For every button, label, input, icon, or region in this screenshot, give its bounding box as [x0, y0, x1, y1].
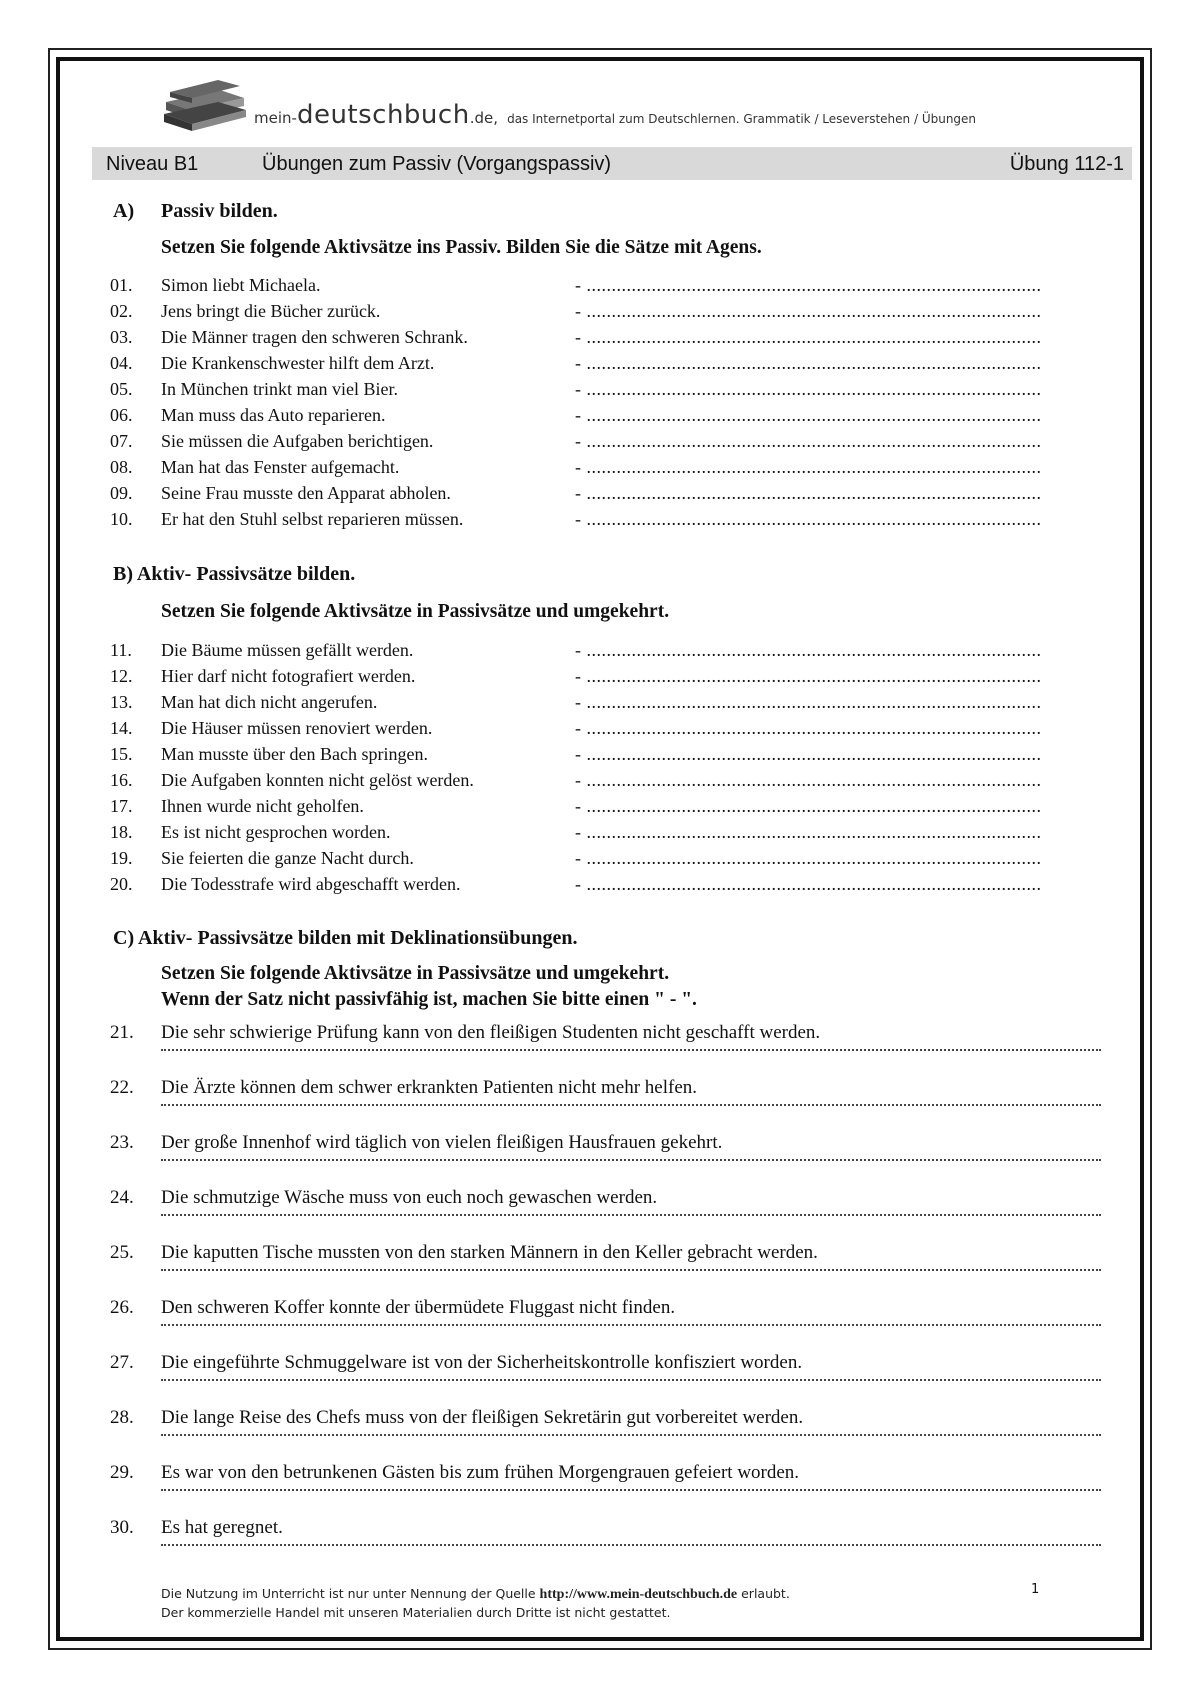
answer-line[interactable] [161, 1544, 1101, 1546]
answer-line[interactable] [161, 1049, 1101, 1051]
item-sentence: Die Aufgaben konnten nicht gelöst werden. [161, 770, 474, 790]
item-sentence: Die Ärzte können dem schwer erkrankten Patienten nicht mehr helfen. [161, 1077, 698, 1098]
item-number: 08. [110, 457, 133, 477]
item-sentence: Sie müssen die Aufgaben berichtigen. [161, 431, 434, 451]
item-number: 20. [110, 874, 133, 894]
section-c-instruction-1: Setzen Sie folgende Aktivsätze in Passivsätze und umgekehrt. [161, 963, 670, 984]
exercise-item [110, 770, 1110, 796]
item-number: 17. [110, 796, 133, 816]
answer-blank[interactable]: - ........................................................................................... [575, 796, 1042, 816]
answer-blank[interactable]: - ........................................................................................... [575, 379, 1042, 399]
item-sentence: Sie feierten die ganze Nacht durch. [161, 848, 414, 868]
answer-blank[interactable]: - ........................................................................................... [575, 874, 1042, 894]
exercise-item [110, 1352, 1110, 1407]
exercise-item [110, 1517, 1110, 1572]
exercise-item [110, 718, 1110, 744]
answer-blank[interactable]: - ........................................................................................... [575, 353, 1042, 373]
answer-blank[interactable]: - ........................................................................................... [575, 509, 1042, 529]
exercise-item [110, 431, 1110, 457]
section-b-instruction: Setzen Sie folgende Aktivsätze in Passivsätze und umgekehrt. [161, 601, 670, 622]
item-number: 03. [110, 327, 133, 347]
section-b-heading: B) Aktiv- Passivsätze bilden. [113, 563, 356, 585]
answer-blank[interactable]: - ........................................................................................... [575, 301, 1042, 321]
exercise-item [110, 666, 1110, 692]
item-sentence: Jens bringt die Bücher zurück. [161, 301, 381, 321]
page-number: 1 [1031, 1582, 1040, 1597]
exercise-item [110, 301, 1110, 327]
logo-wordmark [254, 100, 976, 130]
exercise-item [110, 1022, 1110, 1077]
footer-line-2: Der kommerzielle Handel mit unseren Materialien durch Dritte ist nicht gestattet. [161, 1605, 671, 1620]
item-number: 09. [110, 483, 133, 503]
item-number: 21. [110, 1022, 134, 1043]
item-sentence: Die Häuser müssen renoviert werden. [161, 718, 433, 738]
item-number: 10. [110, 509, 133, 529]
item-number: 24. [110, 1187, 134, 1208]
answer-blank[interactable]: - ........................................................................................... [575, 848, 1042, 868]
answer-blank[interactable]: - ........................................................................................... [575, 640, 1042, 660]
item-sentence: Seine Frau musste den Apparat abholen. [161, 483, 451, 503]
books-logo-icon [160, 76, 252, 132]
worksheet-title-bar [92, 147, 1132, 180]
exercise-item [110, 874, 1110, 900]
item-sentence: Die schmutzige Wäsche muss von euch noch gewaschen werden. [161, 1187, 658, 1208]
item-number: 30. [110, 1517, 134, 1538]
item-number: 12. [110, 666, 133, 686]
answer-blank[interactable]: - ........................................................................................... [575, 327, 1042, 347]
footer-line-1 [161, 1585, 790, 1604]
item-number: 23. [110, 1132, 134, 1153]
item-sentence: Hier darf nicht fotografiert werden. [161, 666, 416, 686]
item-sentence: Die Krankenschwester hilft dem Arzt. [161, 353, 435, 373]
item-sentence: Der große Innenhof wird täglich von vielen fleißigen Hausfrauen gekehrt. [161, 1132, 723, 1153]
answer-line[interactable] [161, 1104, 1101, 1106]
item-number: 26. [110, 1297, 134, 1318]
answer-line[interactable] [161, 1489, 1101, 1491]
exercise-item [110, 483, 1110, 509]
answer-blank[interactable]: - ........................................................................................... [575, 275, 1042, 295]
answer-blank[interactable]: - ........................................................................................... [575, 431, 1042, 451]
item-sentence: Ihnen wurde nicht geholfen. [161, 796, 364, 816]
item-number: 22. [110, 1077, 134, 1098]
answer-blank[interactable]: - ........................................................................................... [575, 483, 1042, 503]
exercise-item [110, 275, 1110, 301]
exercise-item [110, 379, 1110, 405]
item-number: 18. [110, 822, 133, 842]
footer-usage-text: Die Nutzung im Unterricht ist nur unter Nennung der Quelle [161, 1586, 540, 1601]
topic-title: Übungen zum Passiv (Vorgangspassiv) [262, 153, 612, 175]
exercise-item [110, 822, 1110, 848]
item-number: 19. [110, 848, 133, 868]
exercise-item [110, 1132, 1110, 1187]
level-label: Niveau B1 [106, 153, 199, 175]
exercise-item [110, 1187, 1110, 1242]
item-number: 01. [110, 275, 133, 295]
answer-blank[interactable]: - ........................................................................................... [575, 770, 1042, 790]
item-sentence: Die sehr schwierige Prüfung kann von den fleißigen Studenten nicht geschafft werden. [161, 1022, 821, 1043]
exercise-item [110, 405, 1110, 431]
item-number: 06. [110, 405, 133, 425]
item-sentence: Er hat den Stuhl selbst reparieren müssen. [161, 509, 464, 529]
item-number: 11. [110, 640, 132, 660]
answer-line[interactable] [161, 1324, 1101, 1326]
item-sentence: Die Todesstrafe wird abgeschafft werden. [161, 874, 461, 894]
section-a-instruction: Setzen Sie folgende Aktivsätze ins Passiv. Bilden Sie die Sätze mit Agens. [161, 237, 762, 258]
item-number: 25. [110, 1242, 134, 1263]
section-a-heading: Passiv bilden. [161, 200, 278, 222]
exercise-item [110, 457, 1110, 483]
answer-blank[interactable]: - ........................................................................................... [575, 457, 1042, 477]
item-sentence: Die lange Reise des Chefs muss von der fleißigen Sekretärin gut vorbereitet werden. [161, 1407, 804, 1428]
exercise-item [110, 509, 1110, 535]
exercise-item [110, 640, 1110, 666]
item-number: 02. [110, 301, 133, 321]
item-number: 14. [110, 718, 133, 738]
site-header [160, 76, 1120, 136]
page-footer [161, 1585, 790, 1622]
item-number: 16. [110, 770, 133, 790]
section-c-heading: C) Aktiv- Passivsätze bilden mit Deklinationsübungen. [113, 927, 578, 949]
item-sentence: Es war von den betrunkenen Gästen bis zum frühen Morgengrauen gefeiert worden. [161, 1462, 800, 1483]
exercise-item [110, 1242, 1110, 1297]
answer-line[interactable] [161, 1434, 1101, 1436]
answer-blank[interactable]: - ........................................................................................... [575, 744, 1042, 764]
answer-line[interactable] [161, 1379, 1101, 1381]
logo-suffix: .de, [469, 109, 498, 127]
item-sentence: Man hat dich nicht angerufen. [161, 692, 378, 712]
answer-line[interactable] [161, 1214, 1101, 1216]
exercise-number: Übung 112-1 [1009, 153, 1124, 175]
section-c-instruction-2: Wenn der Satz nicht passivfähig ist, machen Sie bitte einen " - ". [161, 989, 697, 1010]
answer-blank[interactable]: - ........................................................................................... [575, 822, 1042, 842]
item-number: 15. [110, 744, 133, 764]
exercise-item [110, 1462, 1110, 1517]
answer-line[interactable] [161, 1159, 1101, 1161]
exercise-item [110, 1407, 1110, 1462]
exercise-item [110, 353, 1110, 379]
logo-main: deutschbuch [296, 100, 470, 130]
item-number: 07. [110, 431, 133, 451]
item-sentence: Simon liebt Michaela. [161, 275, 321, 295]
item-number: 29. [110, 1462, 134, 1483]
answer-blank[interactable]: - ........................................................................................... [575, 692, 1042, 712]
item-sentence: Die kaputten Tische mussten von den starken Männern in den Keller gebracht werden. [161, 1242, 818, 1263]
logo-prefix: mein- [254, 109, 297, 127]
exercise-item [110, 848, 1110, 874]
item-sentence: Die Bäume müssen gefällt werden. [161, 640, 414, 660]
answer-blank[interactable]: - ........................................................................................... [575, 718, 1042, 738]
exercise-item [110, 1297, 1110, 1352]
item-sentence: Man hat das Fenster aufgemacht. [161, 457, 400, 477]
item-number: 04. [110, 353, 133, 373]
footer-usage-suffix: erlaubt. [737, 1586, 790, 1601]
item-sentence: Es ist nicht gesprochen worden. [161, 822, 391, 842]
item-sentence: Den schweren Koffer konnte der übermüdete Fluggast nicht finden. [161, 1297, 676, 1318]
site-tagline: das Internetportal zum Deutschlernen. Grammatik / Leseverstehen / Übungen [507, 112, 977, 126]
section-a-list [110, 275, 1110, 535]
item-number: 28. [110, 1407, 134, 1428]
exercise-item [110, 1077, 1110, 1132]
item-sentence: Es hat geregnet. [161, 1517, 283, 1538]
item-sentence: Man musste über den Bach springen. [161, 744, 428, 764]
exercise-item [110, 796, 1110, 822]
item-number: 13. [110, 692, 133, 712]
exercise-item [110, 744, 1110, 770]
item-sentence: Die Männer tragen den schweren Schrank. [161, 327, 468, 347]
exercise-item [110, 327, 1110, 353]
section-a-letter: A) [113, 200, 135, 222]
item-number: 05. [110, 379, 133, 399]
answer-blank[interactable]: - ........................................................................................... [575, 405, 1042, 425]
section-b-list [110, 640, 1110, 900]
item-sentence: In München trinkt man viel Bier. [161, 379, 398, 399]
answer-line[interactable] [161, 1269, 1101, 1271]
answer-blank[interactable]: - ........................................................................................... [575, 666, 1042, 686]
item-sentence: Man muss das Auto reparieren. [161, 405, 386, 425]
footer-source-link: http://www.mein-deutschbuch.de [539, 1587, 738, 1602]
item-number: 27. [110, 1352, 134, 1373]
exercise-item [110, 692, 1110, 718]
section-c-list [110, 1022, 1110, 1572]
item-sentence: Die eingeführte Schmuggelware ist von der Sicherheitskontrolle konfisziert worden. [161, 1352, 803, 1373]
